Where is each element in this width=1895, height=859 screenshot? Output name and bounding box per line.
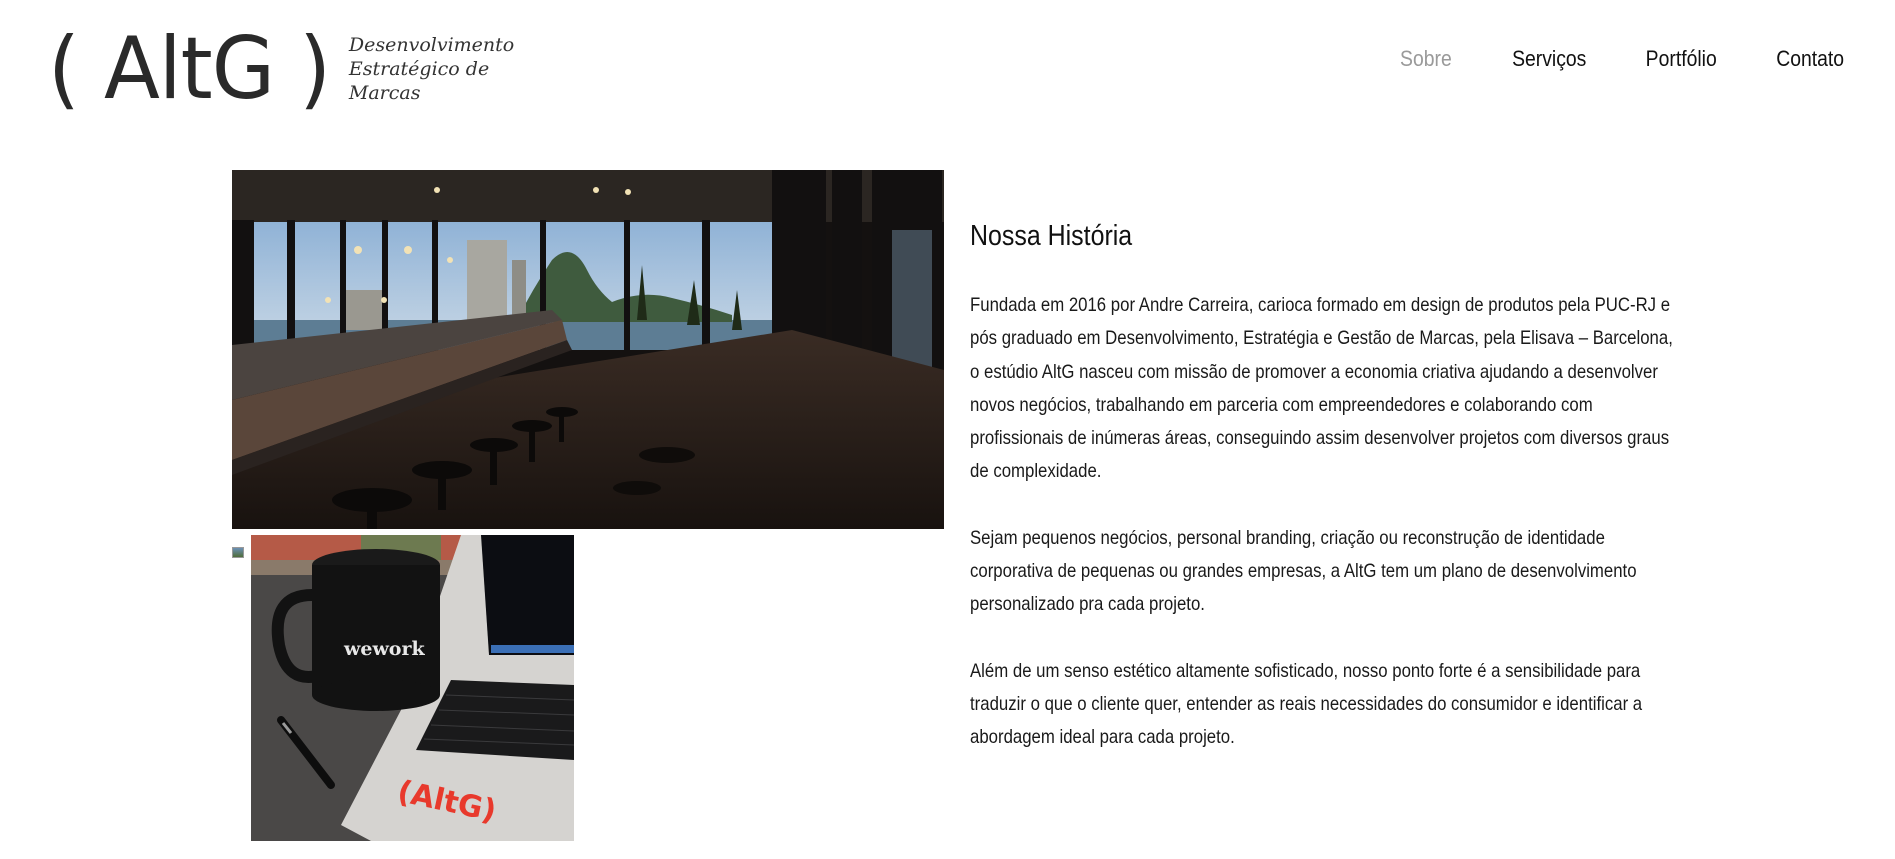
page-title: Nossa História (970, 220, 1133, 252)
logo-tagline-line-3: Marcas (348, 82, 421, 104)
about-paragraph-1: Fundada em 2016 por Andre Carreira, carioca formado em design de produtos pela PUC-RJ e pós graduado em Desenvolvimento, Estratégia e Gestão de Marcas, pela Elisava – Barcelona, o estúdio AltG nasceu com missão de promover a economia criativa ajudando a desenvolver novos negócios, trabalhando em parceria com empreendedores e colaborando com profissionais de inúmeras áreas, conseguindo assim desenvolver projetos com diversos graus de complexidade. (970, 294, 1673, 483)
about-paragraph-2: Sejam pequenos negócios, personal branding, criação ou reconstrução de identidade corporativa de pequenas ou grandes empresas, a AltG tem um plano de desenvolvimento personalizado pra cada projeto. (970, 526, 1637, 616)
nav-link-contato[interactable]: Contato (1776, 46, 1844, 71)
nav-link-portfolio[interactable]: Portfólio (1645, 46, 1717, 71)
nav-link-servicos[interactable]: Serviços (1511, 46, 1587, 71)
about-paragraph-3: Além de um senso estético altamente sofisticado, nosso ponto forte é a sensibilidade para traduzir o que o cliente quer, entender as reais necessidades do consumidor e identificar a abordagem ideal para cada projeto. (970, 659, 1643, 749)
logo-tagline (349, 33, 519, 105)
nav-link-sobre[interactable]: Sobre (1400, 46, 1452, 71)
about-section (970, 220, 1690, 788)
logo-tagline-line-2: Estratégico de (348, 58, 490, 80)
broken-image-icon (232, 547, 244, 558)
logo-tagline-line-1: Desenvolvimento (348, 34, 515, 56)
mug-laptop-photo (251, 535, 574, 841)
coworking-photo (232, 170, 944, 529)
site-logo[interactable] (48, 19, 519, 119)
logo-mark: ( AltG ) (48, 19, 331, 119)
sticker-text: (AltG) (394, 774, 500, 830)
mug-text: wework (344, 638, 425, 660)
main-nav (1343, 46, 1844, 72)
